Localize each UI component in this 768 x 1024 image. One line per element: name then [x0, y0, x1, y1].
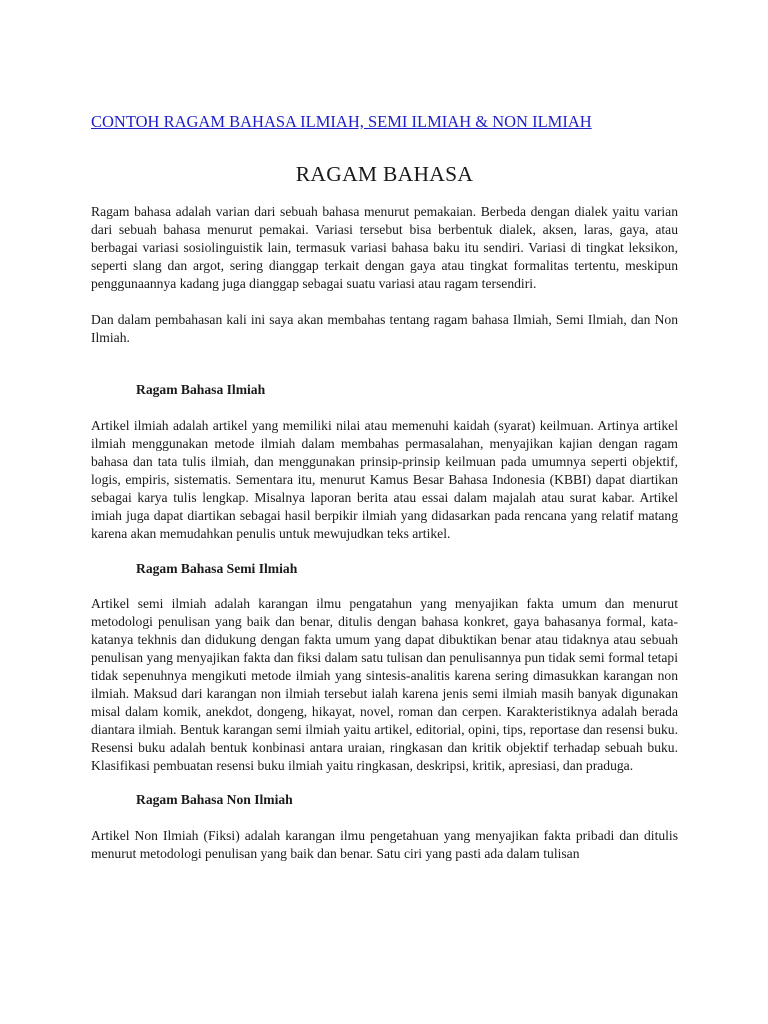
section-heading-ilmiah: Ragam Bahasa Ilmiah [136, 382, 266, 397]
section-text-non-ilmiah: Artikel Non Ilmiah (Fiksi) adalah karangan ilmu pengetahuan yang menyajikan fakta pribadi dan ditulis menurut metodologi penulisan yang baik dan benar. Satu ciri yang pasti ada dalam tulisan [91, 828, 678, 861]
intro-paragraph: Ragam bahasa adalah varian dari sebuah bahasa menurut pemakaian. Berbeda dengan dialek yaitu varian dari sebuah bahasa menurut pemakai. Variasi tersebut bisa berbentuk dialek, aksen, laras, gaya, atau berbagai variasi sosiolinguistik lain, termasuk variasi bahasa baku itu sendiri. Variasi di tingkat leksikon, seperti slang dan argot, sering dianggap terkait dengan gaya atau tingkat formalitas tertentu, meskipun penggunaannya kadang juga dianggap sebagai suatu variasi atau ragam tersendiri. [91, 204, 678, 291]
section-heading-non-ilmiah: Ragam Bahasa Non Ilmiah [136, 792, 293, 807]
document-page [91, 112, 678, 863]
section-heading-semi-ilmiah: Ragam Bahasa Semi Ilmiah [136, 561, 298, 576]
scope-paragraph: Dan dalam pembahasan kali ini saya akan membahas tentang ragam bahasa Ilmiah, Semi Ilmiah, dan Non Ilmiah. [91, 312, 678, 345]
title-link[interactable]: CONTOH RAGAM BAHASA ILMIAH, SEMI ILMIAH & NON ILMIAH [91, 112, 592, 131]
section-text-ilmiah: Artikel ilmiah adalah artikel yang memiliki nilai atau memenuhi kaidah (syarat) keilmuan. Artinya artikel ilmiah menggunakan metode ilmiah dalam membahas permasalahan, menyajikan kajian dengan ragam bahasa dan tata tulis ilmiah, dan menggunakan prinsip-prinsip keilmuan pada umumnya seperti objektif, logis, empiris, sistematis. Sementara itu, menurut Kamus Besar Bahasa Indonesia (KBBI) dapat diartikan sebagai karya tulis lengkap. Misalnya laporan berita atau essai dalam majalah atau surat kabar. Artikel imiah juga dapat diartikan sebagai hasil berpikir ilmiah yang didasarkan pada rencana yang relatif matang karena akan memudahkan penulis untuk mewujudkan teks artikel. [91, 418, 678, 541]
section-text-semi-ilmiah: Artikel semi ilmiah adalah karangan ilmu pengatahun yang menyajikan fakta umum dan menurut metodologi penulisan yang baik dan benar, ditulis dengan bahasa konkret, gaya bahasanya formal, kata-katanya tekhnis dan didukung dengan fakta umum yang dapat dibuktikan benar atau tidaknya atau sebuah penulisan yang menyajikan fakta dan fiksi dalam satu tulisan dan penulisannya pun tidak semi formal tetapi tidak sepenuhnya mengikuti metode ilmiah yang sintesis-analitis karena sering dimasukkan karangan non ilmiah. Maksud dari karangan non ilmiah tersebut ialah karena jenis semi ilmiah masih banyak digunakan misal dalam komik, anekdot, dongeng, hikayat, novel, roman dan cerpen. Karakteristiknya adalah berada diantara ilmiah. Bentuk karangan semi ilmiah yaitu artikel, editorial, opini, tips, reportase dan resensi buku. Resensi buku adalah bentuk konbinasi antara uraian, ringkasan dan kritik objektif terhadap sebuah buku. Klasifikasi pembuatan resensi buku ilmiah yaitu ringkasan, deskripsi, kritik, apresiasi, dan praduga. [91, 596, 678, 773]
main-title: RAGAM BAHASA [295, 162, 474, 186]
